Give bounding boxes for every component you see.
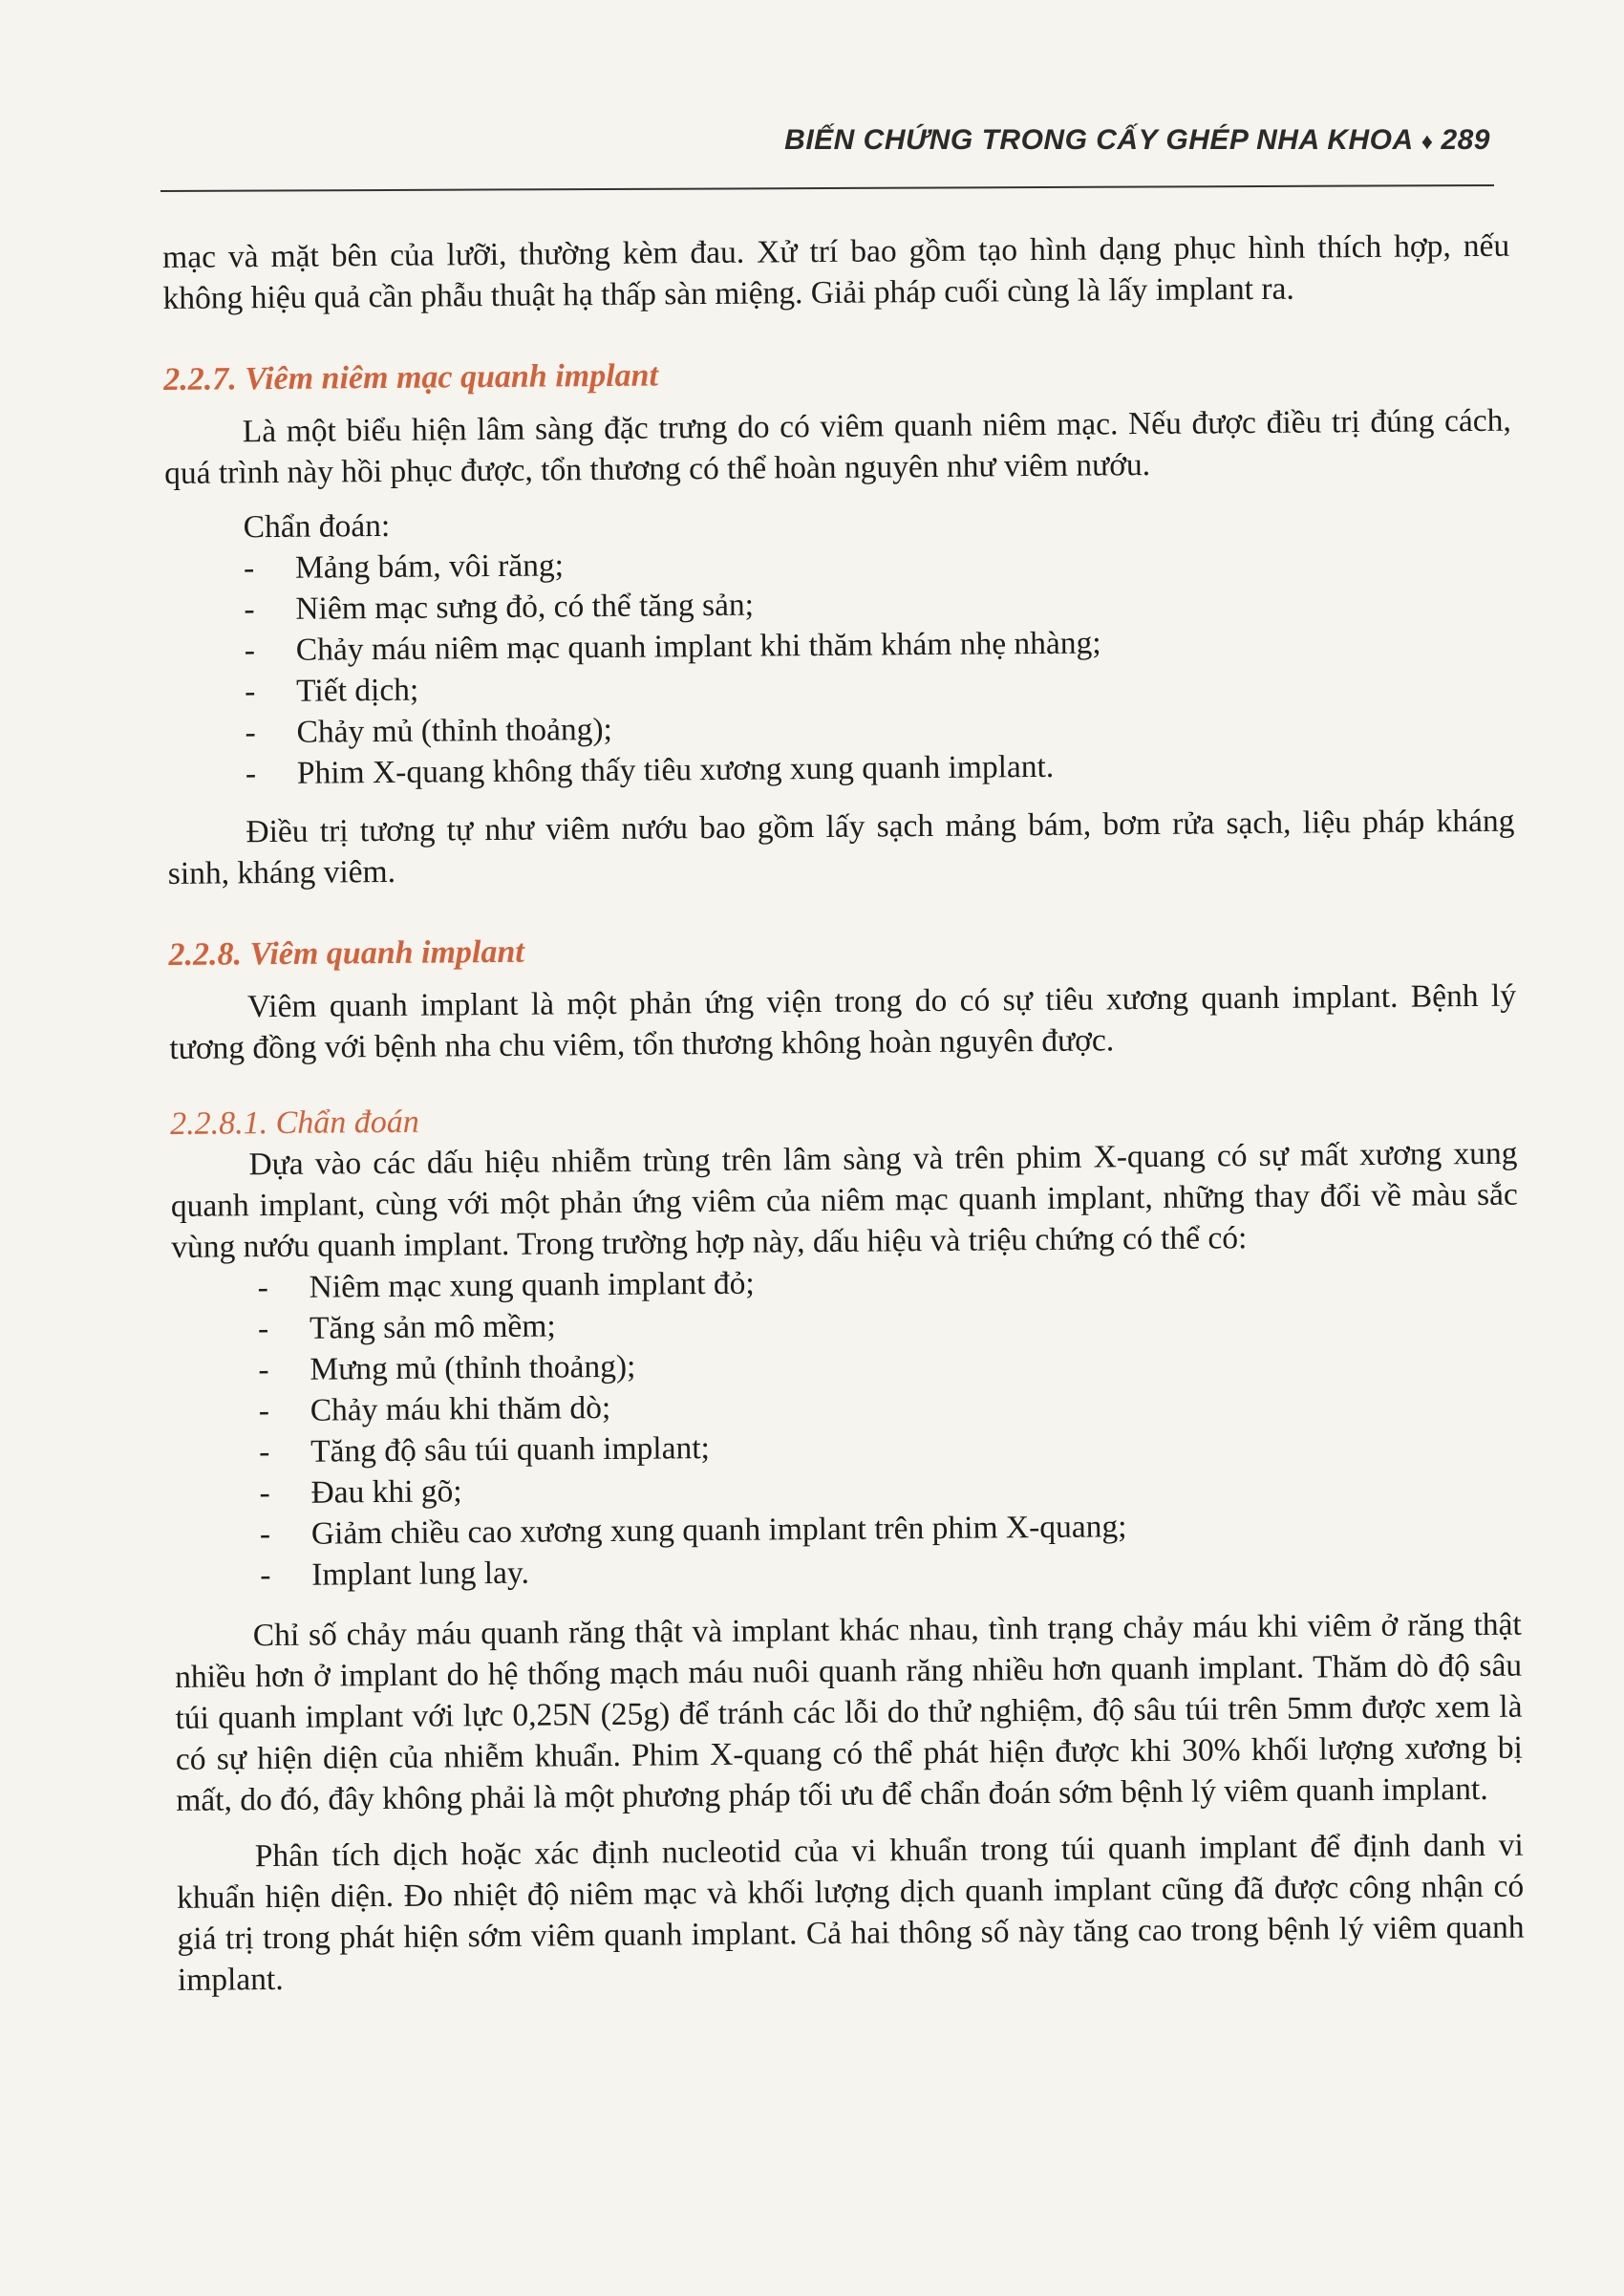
header-rule: [160, 184, 1494, 192]
diamond-separator: ♦: [1421, 129, 1434, 155]
diagnosis-list: [165, 537, 1514, 795]
fluid-analysis-paragraph: Phân tích dịch hoặc xác định nucleotid của vi khuẩn trong túi quanh implant để định danh vi khuẩn hiện diện. Đo nhiệt độ niêm mạc và khối lượng dịch quanh implant cũng đã được công nhận có giá trị trong phát hiện sớm viêm quanh implant. Cả hai thông số này tăng cao trong bệnh lý viêm quanh implant.: [177, 1827, 1525, 1998]
list-item: - Chảy máu niêm mạc quanh implant khi thăm khám nhẹ nhàng;: [245, 619, 1513, 672]
list-item: - Chảy mủ (thỉnh thoảng);: [245, 701, 1513, 754]
body-text: [162, 225, 1525, 2001]
paragraph-2-2-8: Viêm quanh implant là một phản ứng viện trong do có sự tiêu xương quanh implant. Bệnh lý tương đồng với bệnh nha chu viêm, tổn thương không hoàn nguyên được.: [169, 977, 1517, 1066]
list-item: - Phim X-quang không thấy tiêu xương xung quanh implant.: [246, 742, 1514, 795]
page-number: 289: [1441, 124, 1490, 156]
list-item: - Tiết dịch;: [245, 660, 1513, 713]
running-header: [784, 124, 1490, 157]
list-item: - Chảy máu khi thăm dò;: [259, 1380, 1520, 1432]
heading-2-2-8-1: 2.2.8.1. Chẩn đoán: [169, 1104, 419, 1142]
list-item: - Đau khi gõ;: [259, 1462, 1520, 1514]
list-item: - Implant lung lay.: [260, 1544, 1521, 1597]
heading-2-2-7: 2.2.7. Viêm niêm mạc quanh implant: [163, 357, 659, 397]
symptom-list: [171, 1256, 1521, 1597]
chapter-title: BIẾN CHỨNG TRONG CẤY GHÉP NHA KHOA: [784, 124, 1414, 156]
list-item: - Tăng độ sâu túi quanh implant;: [259, 1421, 1520, 1473]
list-item: - Mảng bám, vôi răng;: [244, 537, 1512, 590]
list-item: - Mưng mủ (thỉnh thoảng);: [258, 1339, 1519, 1391]
list-item: - Tăng sản mô mềm;: [258, 1298, 1519, 1350]
list-item: - Niêm mạc xung quanh implant đỏ;: [257, 1256, 1518, 1309]
treatment-paragraph: Điều trị tương tự như viêm nướu bao gồm lấy sạch mảng bám, bơm rửa sạch, liệu pháp kháng sinh, kháng viêm.: [167, 803, 1515, 891]
bleeding-index-paragraph: Chỉ số chảy máu quanh răng thật và implant khác nhau, tình trạng chảy máu khi viêm ở răng thật nhiều hơn ở implant do hệ thống mạch máu nuôi quanh răng nhiều hơn quanh implant. Thăm dò độ sâu túi quanh implant với lực 0,25N (25g) để tránh các lỗi do thử nghiệm, độ sâu túi trên 5mm được xem là có sự hiện diện của nhiễm khuẩn. Phim X-quang có thể phát hiện được khi 30% khối lượng xương bị mất, do đó, đây không phải là một phương pháp tối ưu để chẩn đoán sớm bệnh lý viêm quanh implant.: [174, 1606, 1524, 1818]
paragraph-2-2-7: Là một biểu hiện lâm sàng đặc trưng do có viêm quanh niêm mạc. Nếu được điều trị đúng cách, quá trình này hồi phục được, tổn thương có thể hoàn nguyên như viêm nướu.: [163, 402, 1511, 491]
list-item: - Niêm mạc sưng đỏ, có thể tăng sản;: [244, 578, 1512, 631]
list-item: - Giảm chiều cao xương xung quanh implant trên phim X-quang;: [260, 1503, 1521, 1556]
diagnosis-label: Chẩn đoán:: [243, 507, 391, 546]
heading-2-2-8: 2.2.8. Viêm quanh implant: [168, 933, 524, 973]
intro-paragraph: mạc và mặt bên của lưỡi, thường kèm đau. Xử trí bao gồm tạo hình dạng phục hình thích hợp, nếu không hiệu quả cần phẫu thuật hạ thấp sàn miệng. Giải pháp cuối cùng là lấy implant ra.: [162, 227, 1510, 316]
paragraph-2-2-8-1: Dựa vào các dấu hiệu nhiễm trùng trên lâm sàng và trên phim X-quang có sự mất xương xung quanh implant, cùng với một phản ứng viêm của niêm mạc quanh implant, những thay đổi về màu sắc vùng nướu quanh implant. Trong trường hợp này, dấu hiệu và triệu chứng có thể có:: [170, 1135, 1518, 1265]
